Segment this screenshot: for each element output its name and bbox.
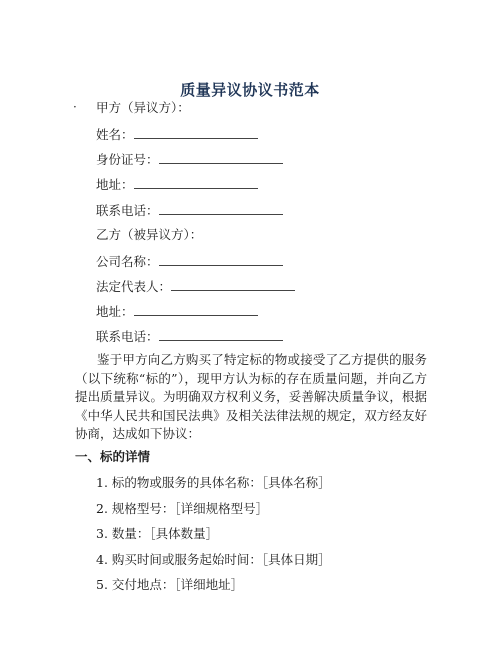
document-title: 质量异议协议书范本 bbox=[180, 81, 320, 99]
field-label: 联系电话： bbox=[96, 203, 159, 218]
party-a-id-field bbox=[96, 151, 283, 168]
party-a-name-field bbox=[96, 126, 258, 143]
field-label: 姓名： bbox=[96, 127, 134, 142]
fill-in-blank bbox=[171, 278, 295, 291]
section-heading: 一、标的详情 bbox=[75, 449, 151, 464]
field-label: 公司名称： bbox=[96, 254, 159, 269]
field-label: 联系电话： bbox=[96, 329, 159, 344]
party-b-phone-field bbox=[96, 328, 283, 345]
list-item: 2. 规格型号：［详细规格型号］ bbox=[96, 501, 269, 516]
fill-in-blank bbox=[159, 253, 283, 266]
field-label: 法定代表人： bbox=[96, 279, 172, 294]
list-item: 5. 交付地点：［详细地址］ bbox=[96, 577, 244, 592]
party-a-address-field bbox=[96, 176, 258, 193]
bullet-mark: · bbox=[73, 100, 77, 114]
list-item: 1. 标的物或服务的具体名称：［具体名称］ bbox=[96, 475, 331, 490]
fill-in-blank bbox=[159, 202, 283, 215]
party-b-representative-field bbox=[96, 278, 295, 295]
fill-in-blank bbox=[159, 328, 283, 341]
party-a-phone-field bbox=[96, 202, 283, 219]
list-item: 4. 购买时间或服务起始时间：［具体日期］ bbox=[96, 552, 331, 567]
field-label: 身份证号： bbox=[96, 152, 159, 167]
list-item: 3. 数量：［具体数量］ bbox=[96, 526, 219, 541]
party-b-company-field bbox=[96, 253, 283, 270]
field-label: 地址： bbox=[96, 177, 134, 192]
party-b-header: 乙方（被异议方）： bbox=[96, 227, 203, 242]
fill-in-blank bbox=[159, 151, 283, 164]
fill-in-blank bbox=[134, 126, 258, 139]
party-b-address-field bbox=[96, 303, 258, 320]
fill-in-blank bbox=[134, 176, 258, 189]
field-label: 地址： bbox=[96, 304, 134, 319]
intro-paragraph: 鉴于甲方向乙方购买了特定标的物或接受了乙方提供的服务（以下统称“标的”），现甲方认为标的存在质量问题，并向乙方提出质量异议。为明确双方权利义务，妥善解决质量争议，根据《中华人民共和国民法典》及相关法律法规的规定，双方经友好协商，达成如下协议： bbox=[75, 352, 427, 441]
fill-in-blank bbox=[134, 303, 258, 316]
party-a-header: 甲方（异议方）： bbox=[96, 100, 190, 115]
